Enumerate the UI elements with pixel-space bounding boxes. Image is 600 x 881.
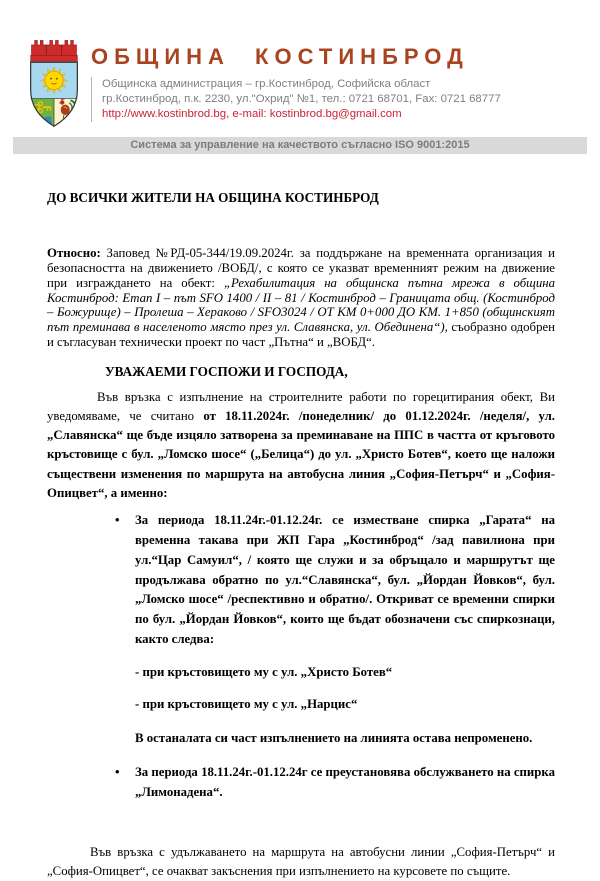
municipality-coat-of-arms-icon [28, 38, 80, 128]
temporary-stop-1: - при кръстовището му с ул. „Христо Ботев“ [135, 664, 393, 679]
letter-body [0, 190, 600, 881]
list-item-text: За периода 18.11.24г.-01.12.24г. се изместване спирка „Гарата“ на временна такава при ЖП Гара „Костинброд“ /зад павилиона при ул.“Цар Самуил“, / която ще служи и за обръщало и маршрутът ще продължава обратно по ул.“Славянска“, бул. „Йордан Йовков“, бул. „Ломско шосе“ /респективно и обратно/. Откриват се временни спирки по бул. „Йордан Йовков“, които ще бъдат обозначени със спиркознаци, както следва: [135, 513, 555, 646]
intro-paragraph [47, 388, 555, 503]
salutation-line: УВАЖАЕМИ ГОСПОЖИ И ГОСПОДА, [105, 363, 348, 379]
list-item-text: За периода 18.11.24г.-01.12.24г се преустановява обслужването на спирка „Лимонадена“. [135, 765, 555, 800]
subject-quoted-object: „Рехабилитация на общинска пътна мрежа в община Костинброд: Етап I – път SFO 1400 / II – 81 / Костинброд – Границата общ. (Костинброд – Божурище) – Пролеша – Хераково / SFO3024 / ОТ КМ 0+000 ДО КМ. 1+850 (общинският път преминава в населеното място през ул. Славянска, ул. Обединена“) [47, 275, 555, 335]
website-email-link[interactable]: http://www.kostinbrod.bg, e-mail: kostinbrod.bg@gmail.com [102, 108, 402, 121]
list-item-stop-suspension [115, 763, 555, 803]
route-unchanged-note: В останалата си част изпълнението на линията остава непроменено. [135, 731, 533, 746]
subject-label: Относно: [47, 246, 101, 260]
list-item-stop-relocation [115, 511, 555, 650]
intro-bold-text: от 18.11.2024г. /понеделник/ до 01.12.2024г. /неделя/, ул. „Славянска“ ще бъде изцяло затворена за преминаване на ППС в частта от кръговото кръстовище с бул. „Ломско шосе“ („Белица“) до ул. „Христо Ботев“, което ще наложи съществени изменения по маршрута на автобусна линия „София-Петърч“ и „София-Опицвет“, а именно: [47, 409, 556, 500]
address-block [91, 77, 580, 122]
address-line-2: гр.Костинброд, п.к. 2230, ул."Охрид" №1, тел.: 0721 68701, Fax: 0721 68777 [102, 93, 501, 106]
letterhead-text [89, 38, 580, 128]
subject-text-after: , съобразно одобрен и съгласуван технически проект по част „Пътна“ и „ВОБД“. [47, 320, 555, 350]
subject-paragraph [47, 246, 555, 350]
temporary-stop-2: - при кръстовището му с ул. „Нарцис“ [135, 697, 358, 712]
bullet-marker-icon: • [115, 765, 120, 780]
address-line-1: Общинска администрация – гр.Костинброд, Софийска област [102, 78, 431, 90]
iso-quality-banner: Система за управление на качеството съгласно ISO 9001:2015 [13, 137, 587, 154]
subject-text-before: Заповед №РД-05-344/19.09.2024г. за поддържане на временната организация и безопасността на движението /ВОБД/, с която се указват временният режим на движение при изграждането на обект: [47, 246, 555, 290]
closing-paragraph: Във връзка с удължаването на маршрута на автобусни линии „София-Петърч“ и „София-Опицвет“, се очакват закъснения при изпълнението на курсовете по същите. [47, 845, 555, 879]
changes-list [47, 511, 555, 803]
municipality-title: ОБЩИНА КОСТИНБРОД [91, 44, 469, 69]
recipient-line: ДО ВСИЧКИ ЖИТЕЛИ НА ОБЩИНА КОСТИНБРОД [47, 190, 379, 205]
intro-regular-text: Във връзка с изпълнение на строителните работи по горецитирания обект, Ви уведомяваме, че считано [47, 389, 555, 424]
letterhead [0, 0, 600, 128]
bullet-marker-icon: • [115, 513, 120, 528]
